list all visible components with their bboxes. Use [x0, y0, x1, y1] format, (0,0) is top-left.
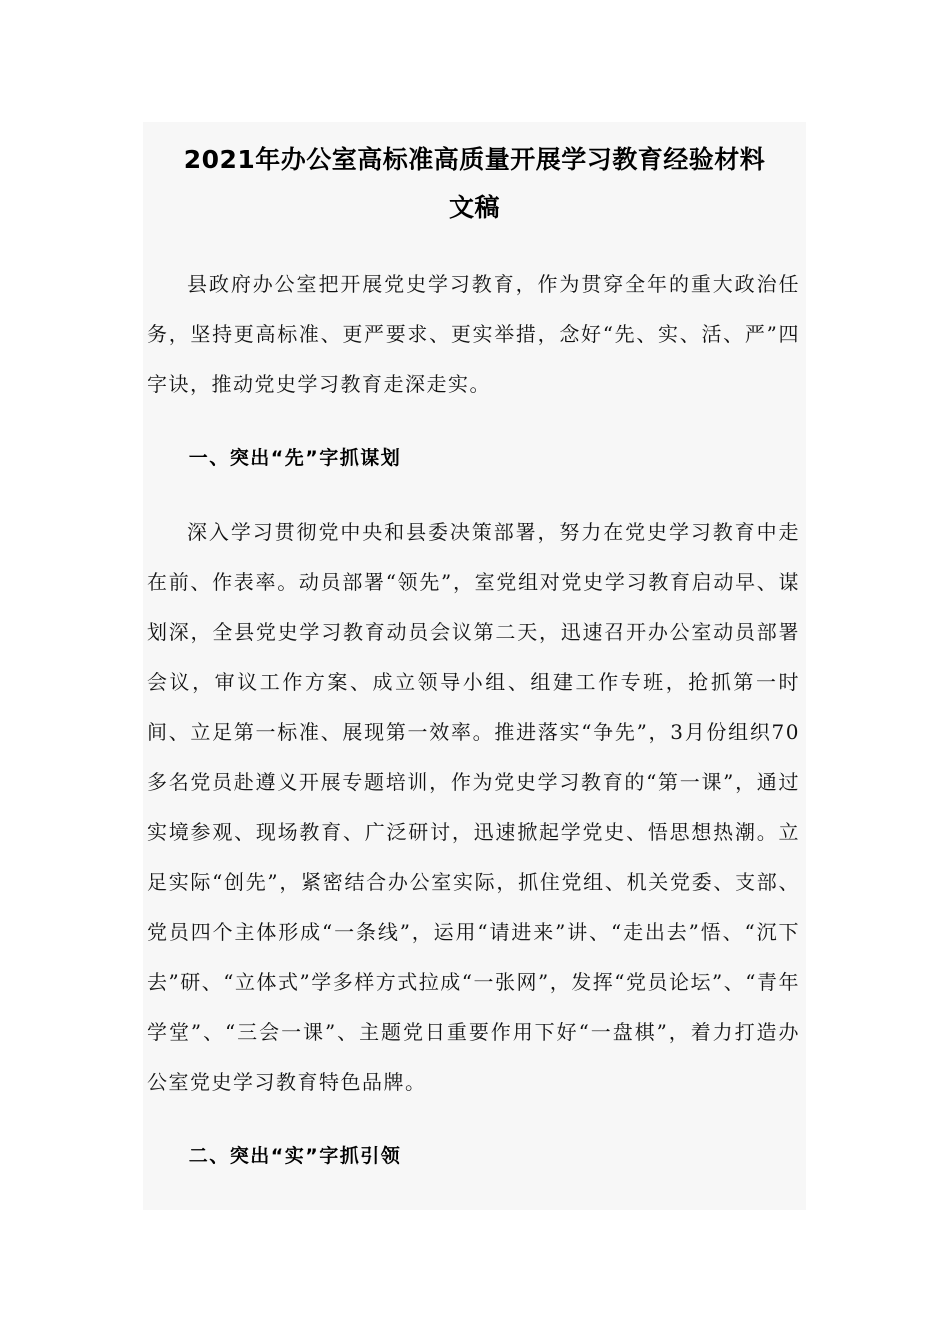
- title-line-2: 文稿: [448, 193, 500, 222]
- title-line-1: 2021年办公室高标准高质量开展学习教育经验材料: [183, 145, 766, 174]
- section-2-heading: 二、突出“实”字抓引领: [188, 1145, 402, 1167]
- section-1-paragraph: 深入学习贯彻党中央和县委决策部署，努力在党史学习教育中走在前、作表率。动员部署“领先”，室党组对党史学习教育启动早、谋划深，全县党史学习教育动员会议第二天，迅速召开办公室动员部署会议，审议工作方案、成立领导小组、组建工作专班，抢抓第一时间、立足第一标准、展现第一效率。推进落实“争先”，3月份组织70多名党员赴遵义开展专题培训，作为党史学习教育的“第一课”，通过实境参观、现场教育、广泛研讨，迅速掀起学党史、悟思想热潮。立足实际“创先”，紧密结合办公室实际，抓住党组、机关党委、支部、党员四个主体形成“一条线”，运用“请进来”讲、“走出去”悟、“沉下去”研、“立体式”学多样方式拉成“一张网”，发挥“党员论坛”、“青年学堂”、“三会一课”、主题党日重要作用下好“一盘棋”，着力打造办公室党史学习教育特色品牌。: [147, 520, 800, 1094]
- document-title: [143, 122, 806, 232]
- section-1-heading: 一、突出“先”字抓谋划: [188, 447, 402, 469]
- document-page: [143, 122, 806, 1210]
- intro-paragraph: 县政府办公室把开展党史学习教育，作为贯穿全年的重大政治任务，坚持更高标准、更严要求、更实举措，念好“先、实、活、严”四字诀，推动党史学习教育走深走实。: [147, 272, 800, 396]
